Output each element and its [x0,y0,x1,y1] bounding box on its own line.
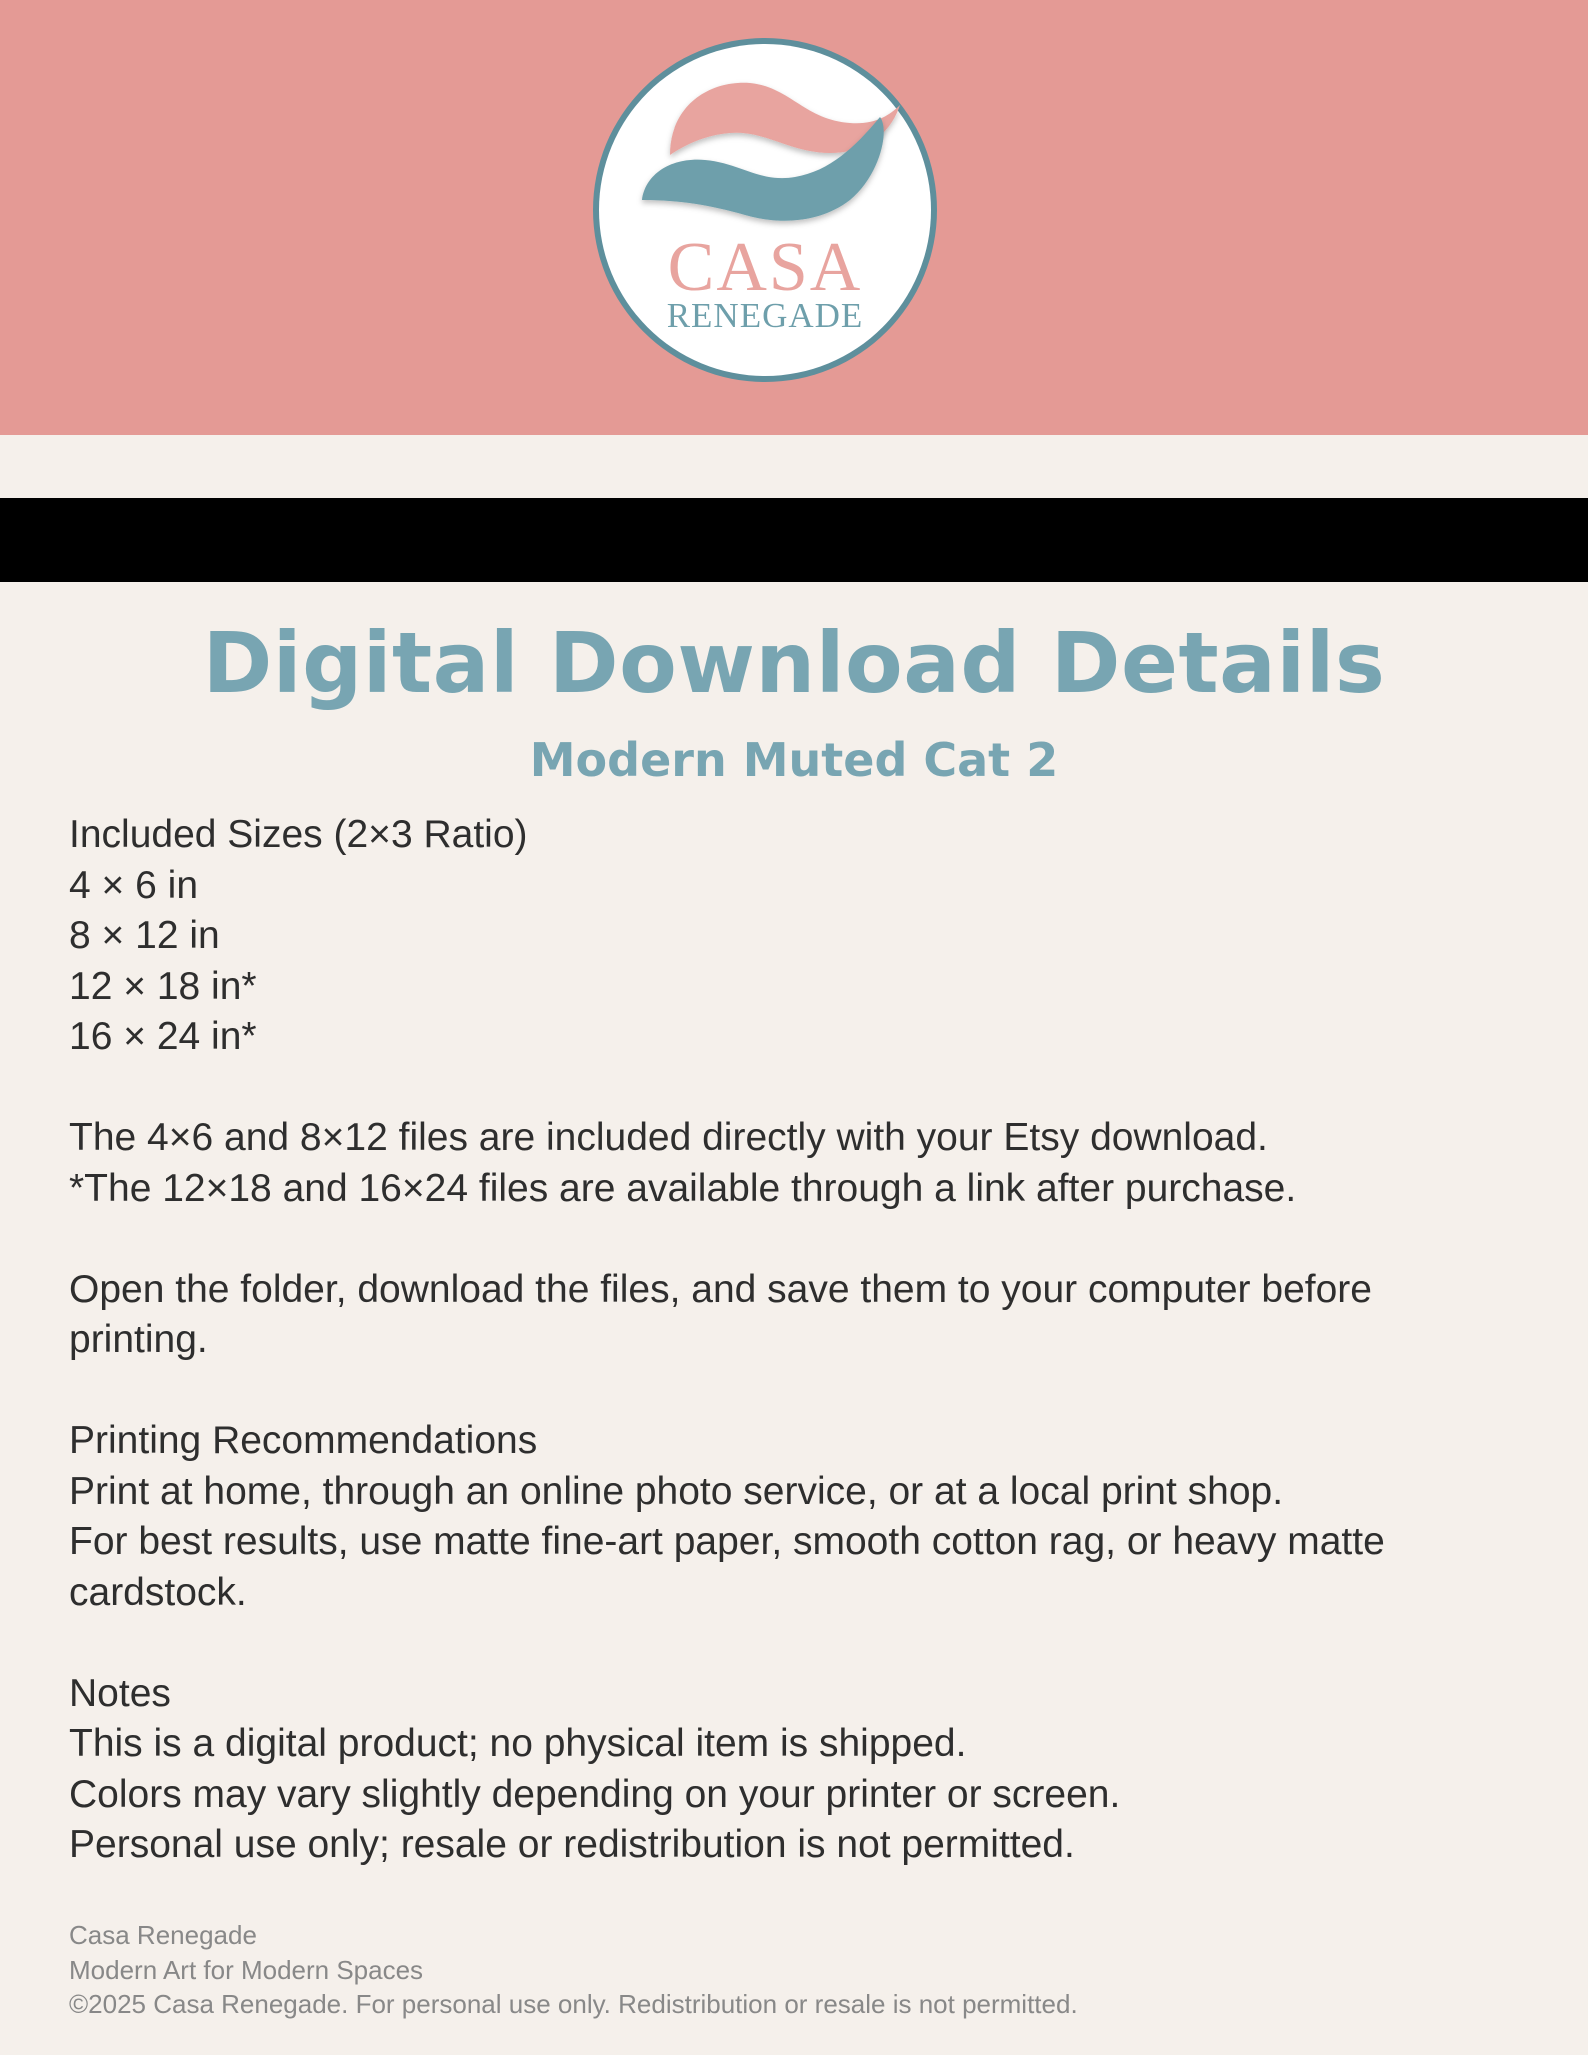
notes-line: This is a digital product; no physical item is shipped. [69,1722,967,1765]
delivery-line: *The 12×18 and 16×24 files are available through a link after purchase. [69,1166,1297,1210]
printing-heading: Printing Recommendations [69,1419,538,1462]
footer-brand: Casa Renegade [69,1920,257,1950]
size-item: 4 × 6 in [69,863,199,907]
size-item: 12 × 18 in* [69,964,257,1008]
printing-line: For best results, use matte fine-art paper, smooth cotton rag, or heavy matte [69,1520,1385,1563]
notes-line: Colors may vary slightly depending on your printer or screen. [69,1772,1121,1816]
printing-line: Print at home, through an online photo service, or at a local print shop. [69,1469,1284,1513]
size-item: 8 × 12 in [69,914,220,957]
sizes-heading: Included Sizes (2×3 Ratio) [69,813,528,856]
size-item: 16 × 24 in* [69,1015,257,1058]
printing-line: cardstock. [69,1570,247,1614]
footer [69,1918,1078,2022]
notes-line: Personal use only; resale or redistribution is not permitted. [69,1823,1075,1866]
notes-heading: Notes [69,1671,171,1715]
instructions-line: Open the folder, download the files, and save them to your computer before [69,1267,1372,1311]
page-subtitle: Modern Muted Cat 2 [529,733,1059,787]
black-divider-bar [0,498,1588,582]
delivery-line: The 4×6 and 8×12 files are included directly with your Etsy download. [69,1116,1268,1159]
logo-text-renegade: RENEGADE [666,296,864,335]
footer-copyright: ©2025 Casa Renegade. For personal use only. Redistribution or resale is not permitted. [69,1989,1078,2019]
header-banner [0,0,1588,435]
page-title: Digital Download Details [202,614,1386,712]
footer-tagline: Modern Art for Modern Spaces [69,1954,424,1985]
logo-text-casa: CASA [667,229,863,306]
details-content [69,810,1539,1871]
instructions-line: printing. [69,1318,208,1361]
casa-renegade-logo [590,35,940,385]
